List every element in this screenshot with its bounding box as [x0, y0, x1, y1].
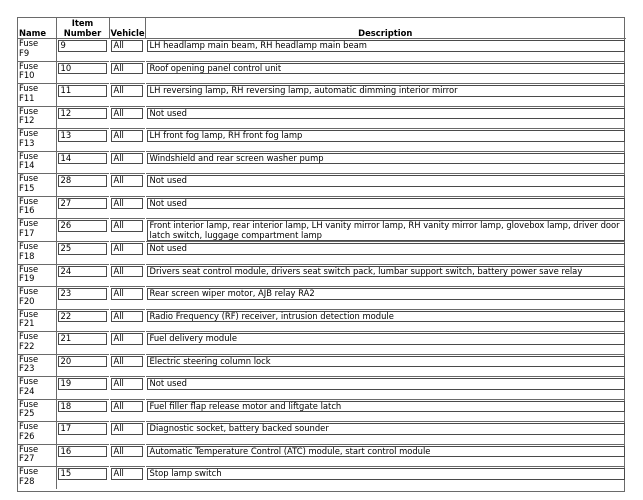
item-number: 20	[58, 356, 107, 368]
description: Not used	[147, 243, 625, 255]
description-cell	[145, 422, 625, 445]
vehicle-cell	[109, 377, 145, 400]
vehicle: All	[111, 446, 143, 458]
fuse-name-label: Fuse	[19, 173, 39, 183]
fuse-name-label: Fuse	[19, 218, 39, 228]
vehicle: All	[111, 130, 143, 142]
vehicle: All	[111, 423, 143, 435]
description-cell	[145, 242, 625, 265]
item-number: 10	[58, 63, 107, 75]
item-number-cell	[56, 399, 109, 422]
fuse-name-label: Fuse	[19, 376, 39, 386]
item-number-cell	[56, 287, 109, 310]
fuse-id: F20	[19, 295, 35, 306]
item-number: 25	[58, 243, 107, 255]
description-cell	[145, 196, 625, 219]
fuse-id: F24	[19, 385, 35, 396]
header-description: Description	[145, 18, 625, 39]
fuse-name-label: Fuse	[19, 196, 39, 206]
vehicle-cell	[109, 129, 145, 152]
fuse-name-cell	[18, 39, 56, 62]
item-number-cell	[56, 151, 109, 174]
vehicle: All	[111, 333, 143, 345]
description: Windshield and rear screen washer pump	[147, 153, 625, 165]
item-number: 13	[58, 130, 107, 142]
table-row	[18, 422, 625, 445]
header-item-line1: Item	[71, 18, 94, 28]
table-row	[18, 444, 625, 467]
item-number: 17	[58, 423, 107, 435]
description-cell	[145, 309, 625, 332]
item-number: 12	[58, 108, 107, 120]
description: LH reversing lamp, RH reversing lamp, automatic dimming interior mirror	[147, 85, 625, 97]
vehicle: All	[111, 85, 143, 97]
fuse-name-label: Fuse	[19, 151, 39, 161]
vehicle-cell	[109, 287, 145, 310]
vehicle-cell	[109, 264, 145, 287]
fuse-id: F23	[19, 363, 35, 373]
item-number-cell	[56, 39, 109, 62]
description: Radio Frequency (RF) receiver, intrusion detection module	[147, 311, 625, 323]
fuse-id: F25	[19, 408, 35, 418]
item-number-cell	[56, 467, 109, 490]
table-row	[18, 106, 625, 129]
description-cell	[145, 106, 625, 129]
fuse-table	[18, 18, 626, 489]
vehicle-cell	[109, 174, 145, 197]
description-cell	[145, 399, 625, 422]
fuse-name-label: Fuse	[19, 309, 39, 319]
fuse-name-cell	[18, 242, 56, 265]
fuse-id: F16	[19, 205, 35, 215]
fuse-name-label: Fuse	[19, 331, 39, 341]
fuse-id: F21	[19, 318, 35, 328]
vehicle: All	[111, 108, 143, 120]
table-row	[18, 196, 625, 219]
vehicle-cell	[109, 399, 145, 422]
item-number-cell	[56, 444, 109, 467]
description: Not used	[147, 378, 625, 390]
vehicle: All	[111, 40, 143, 52]
fuse-name-cell	[18, 196, 56, 219]
description: Rear screen wiper motor, AJB relay RA2	[147, 288, 625, 300]
fuse-name-label: Fuse	[19, 61, 39, 71]
description: Stop lamp switch	[147, 468, 625, 480]
vehicle: All	[111, 266, 143, 278]
table-row	[18, 242, 625, 265]
description: Diagnostic socket, battery backed sounder	[147, 423, 625, 435]
fuse-name-cell	[18, 174, 56, 197]
fuse-id: F13	[19, 137, 35, 148]
item-number-cell	[56, 309, 109, 332]
item-number: 24	[58, 266, 107, 278]
item-number: 18	[58, 401, 107, 413]
fuse-id: F14	[19, 160, 35, 170]
fuse-name-cell	[18, 287, 56, 310]
description-cell	[145, 354, 625, 377]
header-vehicle: Vehicle	[109, 18, 145, 39]
fuse-name-label: Fuse	[19, 444, 39, 454]
item-number: 22	[58, 311, 107, 323]
item-number-cell	[56, 174, 109, 197]
item-number: 26	[58, 220, 107, 232]
description: Not used	[147, 108, 625, 120]
table-row	[18, 84, 625, 107]
description: Not used	[147, 198, 625, 210]
vehicle-cell	[109, 444, 145, 467]
item-number: 11	[58, 85, 107, 97]
item-number: 16	[58, 446, 107, 458]
description-cell	[145, 219, 625, 242]
item-number: 19	[58, 378, 107, 390]
fuse-id: F22	[19, 340, 35, 351]
description-cell	[145, 377, 625, 400]
fuse-name-cell	[18, 309, 56, 332]
fuse-id: F28	[19, 475, 35, 486]
table-row	[18, 219, 625, 242]
description: LH headlamp main beam, RH headlamp main beam	[147, 40, 625, 52]
header-name: Name	[18, 18, 56, 39]
description-cell	[145, 84, 625, 107]
fuse-name-cell	[18, 219, 56, 242]
vehicle-cell	[109, 219, 145, 242]
fuse-name-cell	[18, 264, 56, 287]
header-item-line2: Number	[63, 27, 102, 38]
description: Roof opening panel control unit	[147, 63, 625, 75]
fuse-id: F27	[19, 453, 35, 463]
vehicle-cell	[109, 422, 145, 445]
vehicle-cell	[109, 39, 145, 62]
item-number-cell	[56, 354, 109, 377]
vehicle: All	[111, 153, 143, 165]
description: Electric steering column lock	[147, 356, 625, 368]
fuse-name-label: Fuse	[19, 354, 39, 364]
item-number-cell	[56, 219, 109, 242]
fuse-name-label: Fuse	[19, 421, 39, 431]
item-number-cell	[56, 422, 109, 445]
item-number: 28	[58, 175, 107, 187]
vehicle-cell	[109, 151, 145, 174]
vehicle: All	[111, 311, 143, 323]
fuse-name-cell	[18, 444, 56, 467]
description: Automatic Temperature Control (ATC) module, start control module	[147, 446, 625, 458]
item-number-cell	[56, 196, 109, 219]
description: Front interior lamp, rear interior lamp, LH vanity mirror lamp, RH vanity mirror lamp, glovebox lamp, driver door latch switch, luggage compartment lamp	[147, 220, 625, 241]
table-row	[18, 309, 625, 332]
item-number-cell	[56, 377, 109, 400]
table-row	[18, 129, 625, 152]
fuse-id: F10	[19, 70, 35, 80]
fuse-name-cell	[18, 84, 56, 107]
description-cell	[145, 129, 625, 152]
description: Fuel filler flap release motor and liftgate latch	[147, 401, 625, 413]
fuse-name-cell	[18, 106, 56, 129]
item-number-cell	[56, 332, 109, 355]
vehicle: All	[111, 468, 143, 480]
table-row	[18, 287, 625, 310]
table-row	[18, 399, 625, 422]
fuse-id: F17	[19, 227, 35, 238]
fuse-id: F11	[19, 92, 35, 103]
table-body	[18, 39, 625, 490]
description: Drivers seat control module, drivers seat switch pack, lumbar support switch, battery power save relay	[147, 266, 625, 278]
description-cell	[145, 444, 625, 467]
description: LH front fog lamp, RH front fog lamp	[147, 130, 625, 142]
fuse-name-cell	[18, 354, 56, 377]
table-row	[18, 467, 625, 490]
fuse-name-label: Fuse	[19, 399, 39, 409]
vehicle: All	[111, 198, 143, 210]
vehicle-cell	[109, 196, 145, 219]
description-cell	[145, 151, 625, 174]
vehicle: All	[111, 220, 143, 232]
fuse-id: F18	[19, 250, 35, 261]
table-row	[18, 61, 625, 84]
table-row	[18, 354, 625, 377]
item-number: 27	[58, 198, 107, 210]
table-row	[18, 377, 625, 400]
fuse-id: F15	[19, 182, 35, 193]
vehicle: All	[111, 175, 143, 187]
vehicle: All	[111, 378, 143, 390]
item-number-cell	[56, 264, 109, 287]
fuse-name-label: Fuse	[19, 264, 39, 274]
fuse-id: F12	[19, 115, 35, 125]
fuse-name-cell	[18, 332, 56, 355]
description-cell	[145, 174, 625, 197]
fuse-name-cell	[18, 151, 56, 174]
fuse-name-cell	[18, 399, 56, 422]
item-number: 21	[58, 333, 107, 345]
description-cell	[145, 61, 625, 84]
vehicle-cell	[109, 332, 145, 355]
fuse-id: F19	[19, 273, 35, 283]
fuse-name-label: Fuse	[19, 286, 39, 296]
description-cell	[145, 287, 625, 310]
item-number-cell	[56, 242, 109, 265]
vehicle: All	[111, 243, 143, 255]
vehicle-cell	[109, 309, 145, 332]
description-cell	[145, 467, 625, 490]
fuse-name-cell	[18, 377, 56, 400]
vehicle: All	[111, 356, 143, 368]
description-cell	[145, 39, 625, 62]
table-row	[18, 39, 625, 62]
vehicle-cell	[109, 61, 145, 84]
item-number: 23	[58, 288, 107, 300]
item-number: 9	[58, 40, 107, 52]
fuse-name-label: Fuse	[19, 241, 39, 251]
item-number-cell	[56, 84, 109, 107]
description: Not used	[147, 175, 625, 187]
vehicle: All	[111, 63, 143, 75]
description-cell	[145, 332, 625, 355]
vehicle-cell	[109, 84, 145, 107]
table-row	[18, 264, 625, 287]
fuse-name-label: Fuse	[19, 128, 39, 138]
vehicle-cell	[109, 242, 145, 265]
vehicle-cell	[109, 467, 145, 490]
item-number-cell	[56, 106, 109, 129]
fuse-name-label: Fuse	[19, 106, 39, 116]
fuse-name-label: Fuse	[19, 466, 39, 476]
description-cell	[145, 264, 625, 287]
description: Fuel delivery module	[147, 333, 625, 345]
item-number-cell	[56, 61, 109, 84]
item-number: 14	[58, 153, 107, 165]
table-row	[18, 332, 625, 355]
item-number: 15	[58, 468, 107, 480]
table-header-row	[18, 18, 625, 39]
fuse-name-cell	[18, 467, 56, 490]
table-row	[18, 151, 625, 174]
fuse-name-label: Fuse	[19, 83, 39, 93]
vehicle-cell	[109, 354, 145, 377]
header-item-number	[56, 18, 109, 39]
fuse-name-cell	[18, 422, 56, 445]
fuse-id: F26	[19, 430, 35, 441]
fuse-id: F9	[19, 47, 30, 58]
table-row	[18, 174, 625, 197]
vehicle: All	[111, 288, 143, 300]
item-number-cell	[56, 129, 109, 152]
vehicle-cell	[109, 106, 145, 129]
fuse-name-cell	[18, 61, 56, 84]
vehicle: All	[111, 401, 143, 413]
fuse-name-label: Fuse	[19, 38, 39, 48]
fuse-name-cell	[18, 129, 56, 152]
